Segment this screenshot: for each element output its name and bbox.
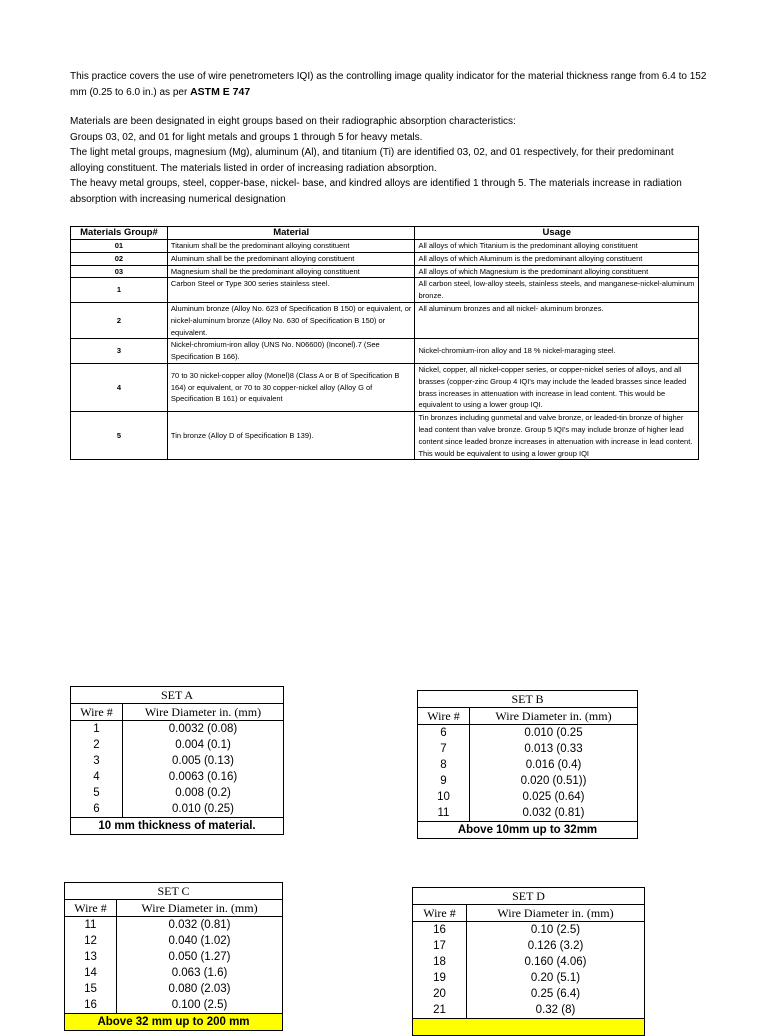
table-row [418, 805, 638, 822]
wire-set-thickness-range: Above 10mm up to 32mm [418, 822, 638, 839]
table-row [413, 970, 645, 986]
wire-diameter: 0.100 (2.5) [117, 997, 283, 1014]
table-row [418, 741, 638, 757]
wire-number: 21 [413, 1002, 467, 1019]
wire-diameter: 0.010 (0.25 [470, 725, 638, 742]
table-row [65, 949, 283, 965]
wire-set-c-table [64, 882, 283, 1031]
wire-number: 11 [418, 805, 470, 822]
wire-diameter: 0.160 (4.06) [467, 954, 645, 970]
wire-set-a-table [70, 686, 284, 835]
material-cell: Tin bronze (Alloy D of Specification B 139). [167, 412, 415, 460]
wire-number: 3 [71, 753, 123, 769]
materials-group-table [70, 226, 699, 460]
wire-number: 17 [413, 938, 467, 954]
wire-number-header: Wire # [71, 704, 123, 721]
table-row [418, 725, 638, 742]
wire-number: 19 [413, 970, 467, 986]
wire-diameter: 0.0032 (0.08) [123, 721, 284, 738]
intro-paragraph-light-metals: The light metal groups, magnesium (Mg), aluminum (Al), and titanium (Ti) are identified 03, 02, and 01 respectively, for their predominant alloying constituent. The materials listed in order of increasing radiation absorption. [70, 147, 674, 174]
wire-number-header: Wire # [65, 900, 117, 917]
wire-diameter: 0.005 (0.13) [123, 753, 284, 769]
wire-diameter: 0.013 (0.33 [470, 741, 638, 757]
material-cell: Aluminum bronze (Alloy No. 623 of Specification B 150) or equivalent, or nickel-aluminum bronze (Alloy No. 630 of Specification B 150) or equivalent. [167, 302, 415, 338]
wire-number: 5 [71, 785, 123, 801]
table-row [65, 933, 283, 949]
wire-number: 9 [418, 773, 470, 789]
wire-diameter: 0.10 (2.5) [467, 922, 645, 939]
table-row [65, 997, 283, 1014]
wire-diameter: 0.25 (6.4) [467, 986, 645, 1002]
wire-diameter: 0.016 (0.4) [470, 757, 638, 773]
table-row [413, 986, 645, 1002]
group-cell: 02 [71, 252, 168, 265]
table-row [418, 789, 638, 805]
group-cell: 5 [71, 412, 168, 460]
wire-set-title: SET A [71, 687, 284, 704]
material-cell: Magnesium shall be the predominant alloying constituent [167, 265, 415, 278]
table-row [413, 1002, 645, 1019]
wire-number: 4 [71, 769, 123, 785]
group-cell: 03 [71, 265, 168, 278]
intro-paragraph-scope: This practice covers the use of wire penetrometers IQI) as the controlling image quality indicator for the material thickness range from 6.4 to 152 mm (0.25 to 6.0 in.) as per ASTM E 747 [70, 71, 707, 98]
table-row [71, 252, 699, 265]
wire-number-header: Wire # [418, 708, 470, 725]
table-row [418, 773, 638, 789]
intro-paragraph-groups: Materials are been designated in eight groups based on their radiographic absorption characteristics: [70, 116, 516, 127]
group-cell: 01 [71, 240, 168, 253]
wire-number: 20 [413, 986, 467, 1002]
table-row [71, 785, 284, 801]
wire-diameter: 0.008 (0.2) [123, 785, 284, 801]
wire-number: 1 [71, 721, 123, 738]
wire-diameter: 0.032 (0.81) [117, 917, 283, 934]
usage-cell: All aluminum bronzes and all nickel- aluminum bronzes. [415, 302, 699, 338]
table-row [418, 757, 638, 773]
table-row [71, 363, 699, 411]
wire-set-thickness-range: Above 32 mm up to 200 mm [65, 1014, 283, 1031]
table-row [413, 954, 645, 970]
wire-diameter-header: Wire Diameter in. (mm) [123, 704, 284, 721]
wire-diameter: 0.20 (5.1) [467, 970, 645, 986]
usage-cell: All carbon steel, low-alloy steels, stainless steels, and manganese-nickel-aluminum bronze. [415, 278, 699, 303]
table-row [71, 339, 699, 364]
table-row [71, 801, 284, 818]
wire-number: 11 [65, 917, 117, 934]
table-row [71, 769, 284, 785]
table-row [71, 737, 284, 753]
header-usage: Usage [415, 227, 699, 240]
wire-diameter-header: Wire Diameter in. (mm) [470, 708, 638, 725]
wire-diameter: 0.040 (1.02) [117, 933, 283, 949]
wire-number: 6 [71, 801, 123, 818]
material-cell: Titanium shall be the predominant alloying constituent [167, 240, 415, 253]
materials-table-header [71, 227, 699, 240]
table-row [71, 412, 699, 460]
table-row [71, 302, 699, 338]
group-cell: 3 [71, 339, 168, 364]
usage-cell: Nickel-chromium-iron alloy and 18 % nickel-maraging steel. [415, 339, 699, 364]
wire-diameter: 0.010 (0.25) [123, 801, 284, 818]
wire-set-title: SET C [65, 883, 283, 900]
table-row [65, 917, 283, 934]
wire-diameter: 0.025 (0.64) [470, 789, 638, 805]
table-row [413, 922, 645, 939]
wire-set-thickness-range: 10 mm thickness of material. [71, 818, 284, 835]
wire-number: 10 [418, 789, 470, 805]
standard-reference: ASTM E 747 [190, 85, 251, 98]
intro-paragraph-group-ids: Groups 03, 02, and 01 for light metals and groups 1 through 5 for heavy metals. [70, 131, 423, 143]
wire-number: 8 [418, 757, 470, 773]
wire-number: 18 [413, 954, 467, 970]
wire-set-title: SET B [418, 691, 638, 708]
wire-diameter: 0.32 (8) [467, 1002, 645, 1019]
material-cell: Aluminum shall be the predominant alloying constituent [167, 252, 415, 265]
table-row [71, 278, 699, 303]
wire-number: 15 [65, 981, 117, 997]
table-row [71, 721, 284, 738]
table-row [65, 965, 283, 981]
wire-diameter: 0.126 (3.2) [467, 938, 645, 954]
wire-diameter-header: Wire Diameter in. (mm) [467, 905, 645, 922]
wire-number: 13 [65, 949, 117, 965]
wire-set-thickness-range [413, 1019, 645, 1036]
wire-number: 16 [413, 922, 467, 939]
wire-diameter: 0.020 (0.51)) [470, 773, 638, 789]
wire-set-d-table [412, 887, 645, 1036]
wire-diameter: 0.032 (0.81) [470, 805, 638, 822]
header-materials-group: Materials Group# [71, 227, 168, 240]
intro-paragraph-heavy-metals: The heavy metal groups, steel, copper-base, nickel- base, and kindred alloys are identified 1 through 5. The materials increase in radiation absorption with increasing numerical designation [70, 178, 682, 205]
wire-number: 6 [418, 725, 470, 742]
wire-diameter: 0.063 (1.6) [117, 965, 283, 981]
material-cell: 70 to 30 nickel-copper alloy (Monel)8 (Class A or B of Specification B 164) or equivalent, or 70 to 30 copper-nickel alloy (Alloy G of Specification B 161) or equivalent [167, 363, 415, 411]
usage-cell: Nickel, copper, all nickel-copper series, or copper-nickel series of alloys, and all brasses (copper-zinc Group 4 IQI's may include the leaded brasses since leaded brass increases in attenuation with increase in lead content. This would be equivalent to using a lower group IQI. [415, 363, 699, 411]
table-row [71, 265, 699, 278]
table-row [65, 981, 283, 997]
wire-diameter: 0.050 (1.27) [117, 949, 283, 965]
group-cell: 4 [71, 363, 168, 411]
wire-diameter: 0.0063 (0.16) [123, 769, 284, 785]
usage-cell: All alloys of which Magnesium is the predominant alloying constituent [415, 265, 699, 278]
usage-cell: All alloys of which Titanium is the predominant alloying constituent [415, 240, 699, 253]
wire-diameter-header: Wire Diameter in. (mm) [117, 900, 283, 917]
wire-diameter: 0.004 (0.1) [123, 737, 284, 753]
wire-diameter: 0.080 (2.03) [117, 981, 283, 997]
table-row [71, 753, 284, 769]
group-cell: 2 [71, 302, 168, 338]
wire-number: 7 [418, 741, 470, 757]
wire-number: 14 [65, 965, 117, 981]
wire-number: 2 [71, 737, 123, 753]
header-material: Material [167, 227, 415, 240]
table-row [413, 938, 645, 954]
wire-number: 16 [65, 997, 117, 1014]
intro-text [70, 69, 710, 207]
usage-cell: All alloys of which Aluminum is the predominant alloying constituent [415, 252, 699, 265]
wire-set-title: SET D [413, 888, 645, 905]
table-row [71, 240, 699, 253]
wire-set-b-table [417, 690, 638, 839]
group-cell: 1 [71, 278, 168, 303]
wire-number-header: Wire # [413, 905, 467, 922]
wire-number: 12 [65, 933, 117, 949]
material-cell: Nickel-chromium-iron alloy (UNS No. N06600) (Inconel).7 (See Specification B 166). [167, 339, 415, 364]
material-cell: Carbon Steel or Type 300 series stainless steel. [167, 278, 415, 303]
usage-cell: Tin bronzes including gunmetal and valve bronze, or leaded-tin bronze of higher lead content than valve bronze. Group 5 IQI's may include bronze of higher lead content since leaded bronze increases in attenuation with increase in lead content. This would be equivalent to using a lower group IQI [415, 412, 699, 460]
